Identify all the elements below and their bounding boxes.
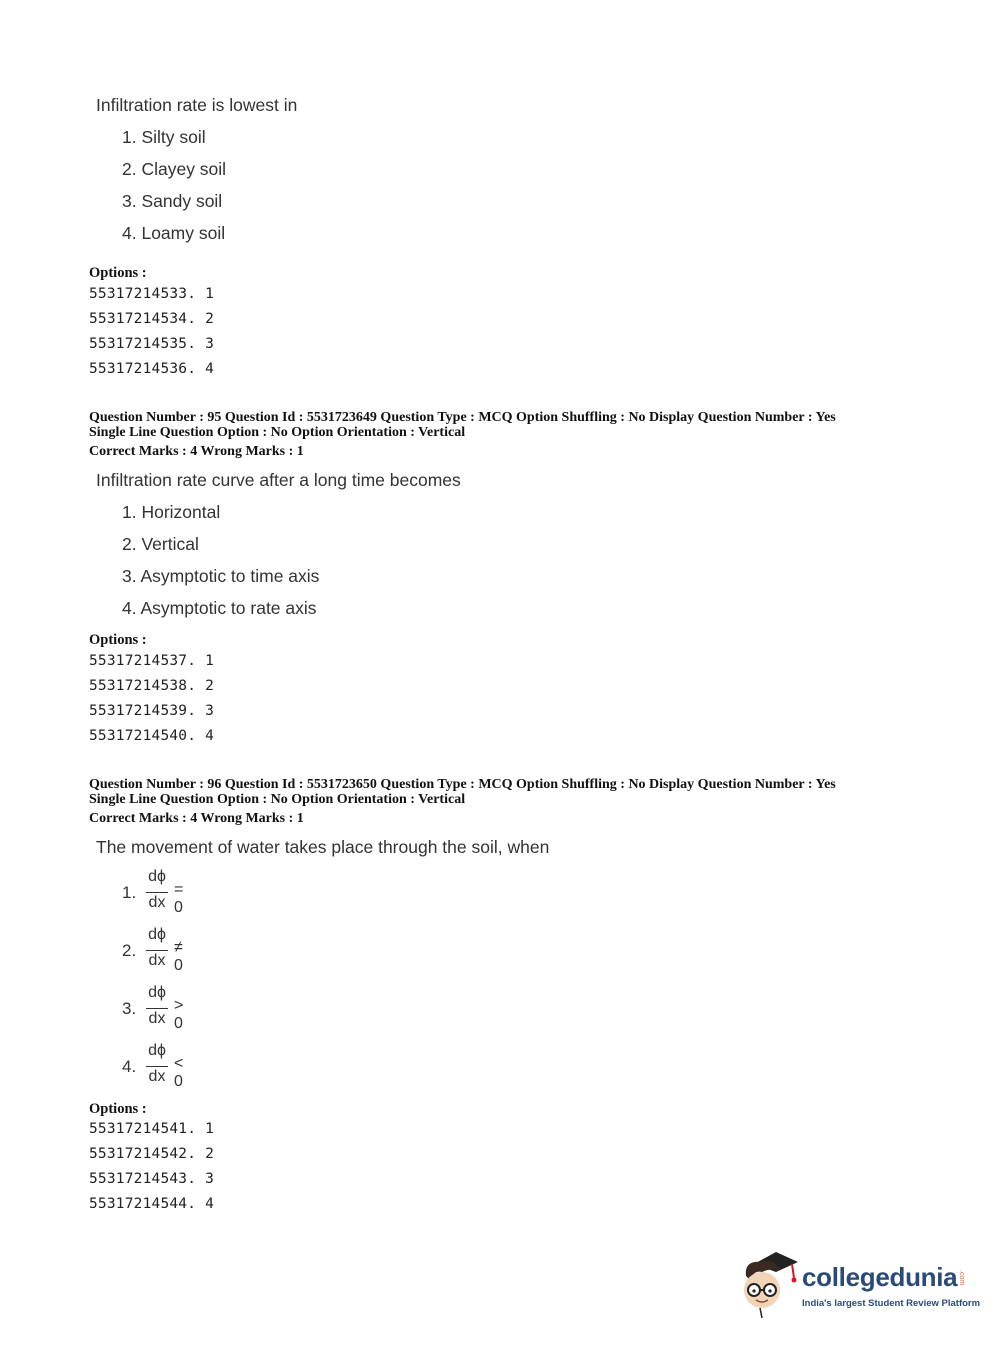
fraction-bar <box>146 1008 168 1009</box>
choice-3: 3. Asymptotic to time axis <box>122 566 320 586</box>
choice-1: 1. Silty soil <box>122 127 206 147</box>
fraction-denominator: dx <box>148 952 166 969</box>
brand-tagline: India's largest Student Review Platform <box>802 1298 981 1309</box>
question-marks: Correct Marks : 4 Wrong Marks : 1 <box>89 444 304 459</box>
choice-4: 4. Asymptotic to rate axis <box>122 598 317 618</box>
choice-2: 2. Vertical <box>122 534 199 554</box>
mascot-icon <box>740 1250 802 1320</box>
option-row: 55317214539. 3 <box>89 703 215 719</box>
option-row: 55317214535. 3 <box>89 336 215 352</box>
options-label: Options : <box>89 265 147 281</box>
fraction-denominator: dx <box>148 1068 166 1085</box>
fraction <box>146 868 168 918</box>
question-text: The movement of water takes place through the soil, when <box>96 837 550 857</box>
question-text: Infiltration rate curve after a long time becomes <box>96 470 461 490</box>
option-row: 55317214538. 2 <box>89 678 215 694</box>
collegedunia-logo <box>740 1250 981 1320</box>
fraction <box>146 984 168 1034</box>
relation: < 0 <box>174 1055 184 1090</box>
brand-dotcom: .com <box>958 1270 965 1286</box>
choice-number: 3. <box>122 999 137 1018</box>
relation: > 0 <box>174 997 184 1032</box>
relation: = 0 <box>174 881 184 916</box>
question-meta-line2: Single Line Question Option : No Option Orientation : Vertical <box>89 792 466 807</box>
question-meta-line2: Single Line Question Option : No Option Orientation : Vertical <box>89 425 466 440</box>
options-label: Options : <box>89 632 147 648</box>
fraction-denominator: dx <box>148 1010 166 1027</box>
fraction-numerator: dϕ <box>148 868 166 885</box>
fraction-denominator: dx <box>148 894 166 911</box>
fraction <box>146 926 168 976</box>
fraction-numerator: dϕ <box>148 926 166 943</box>
choice-number: 2. <box>122 941 137 960</box>
option-row: 55317214533. 1 <box>89 286 215 302</box>
fraction-bar <box>146 1066 168 1067</box>
option-row: 55317214536. 4 <box>89 361 215 377</box>
option-row: 55317214541. 1 <box>89 1121 215 1137</box>
choice-number: 1. <box>122 883 137 902</box>
option-row: 55317214537. 1 <box>89 653 215 669</box>
choice-2: 2. Clayey soil <box>122 159 227 179</box>
option-row: 55317214542. 2 <box>89 1146 215 1162</box>
question-meta-line1: Question Number : 96 Question Id : 5531723650 Question Type : MCQ Option Shuffling : No Display Question Number : Yes <box>89 777 836 792</box>
question-text: Infiltration rate is lowest in <box>96 95 298 115</box>
relation: ≠ 0 <box>174 939 183 974</box>
fraction-numerator: dϕ <box>148 1042 166 1059</box>
options-label: Options : <box>89 1101 147 1117</box>
fraction <box>146 1042 168 1092</box>
fraction-bar <box>146 892 168 893</box>
question-marks: Correct Marks : 4 Wrong Marks : 1 <box>89 811 304 826</box>
choice-1: 1. Horizontal <box>122 502 221 522</box>
fraction-bar <box>146 950 168 951</box>
choice-3: 3. Sandy soil <box>122 191 223 211</box>
question-meta-line1: Question Number : 95 Question Id : 5531723649 Question Type : MCQ Option Shuffling : No Display Question Number : Yes <box>89 410 836 425</box>
option-row: 55317214534. 2 <box>89 311 215 327</box>
choice-4: 4. Loamy soil <box>122 223 226 243</box>
brand-name: collegedunia <box>802 1262 958 1292</box>
fraction-numerator: dϕ <box>148 984 166 1001</box>
option-row: 55317214544. 4 <box>89 1196 215 1212</box>
option-row: 55317214543. 3 <box>89 1171 215 1187</box>
choice-number: 4. <box>122 1057 137 1076</box>
option-row: 55317214540. 4 <box>89 728 215 744</box>
